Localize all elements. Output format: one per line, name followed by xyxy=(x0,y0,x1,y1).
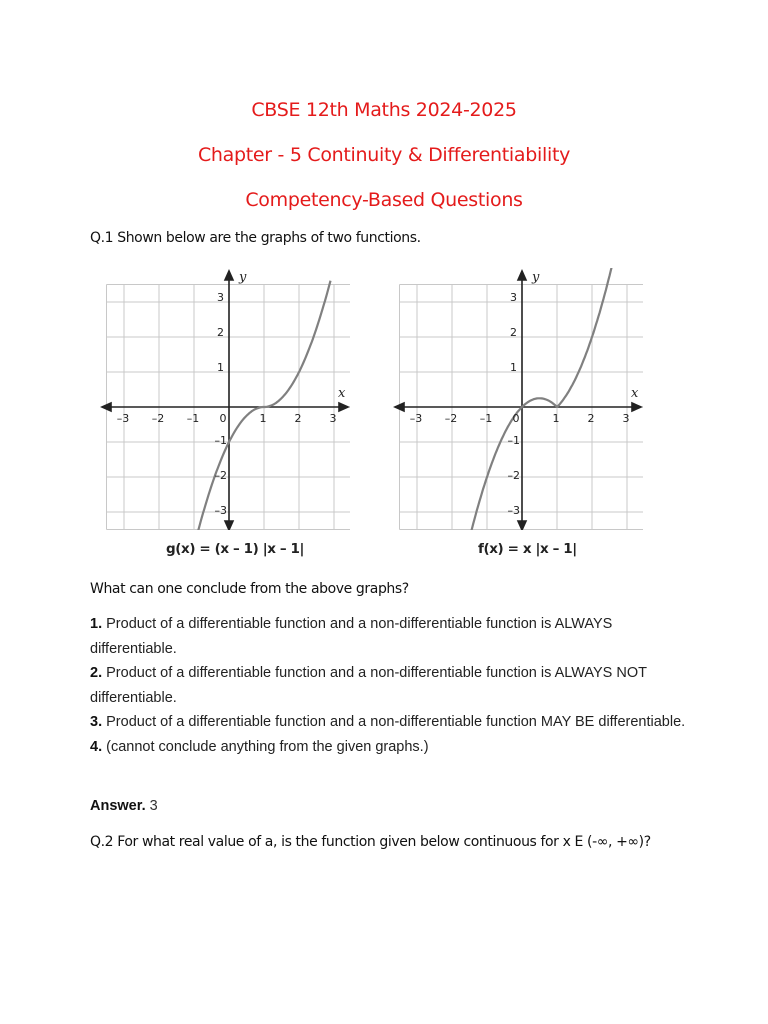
axes xyxy=(395,271,641,530)
y-tick: –2 xyxy=(214,469,227,482)
question-1-prompt: What can one conclude from the above graphs? xyxy=(90,581,409,597)
graph-f xyxy=(393,268,643,530)
y-tick: –2 xyxy=(507,469,520,482)
x-axis-label: x xyxy=(338,386,346,401)
option-3 xyxy=(90,710,690,735)
option-number: 4. xyxy=(90,738,103,755)
answer-value: 3 xyxy=(149,798,158,814)
y-tick: –3 xyxy=(507,504,520,517)
y-tick: –1 xyxy=(214,434,227,447)
option-4 xyxy=(90,735,690,760)
option-number: 2. xyxy=(90,665,103,681)
x-tick: –2 xyxy=(151,412,165,425)
y-tick: –1 xyxy=(507,434,520,447)
x-tick-labels xyxy=(410,412,630,425)
page-header xyxy=(0,92,768,227)
graph-g-caption: g(x) = (x – 1) |x – 1| xyxy=(166,541,305,557)
option-2 xyxy=(90,661,690,710)
y-tick: 2 xyxy=(217,326,224,339)
curve-f xyxy=(470,268,619,530)
question-1-text: Q.1 Shown below are the graphs of two functions. xyxy=(90,230,421,246)
y-tick: –3 xyxy=(214,504,227,517)
x-tick: –3 xyxy=(409,412,423,425)
y-tick: 2 xyxy=(510,326,517,339)
x-tick: 3 xyxy=(622,412,630,425)
y-tick: 1 xyxy=(510,361,517,374)
x-tick-labels xyxy=(117,412,337,425)
y-axis-label: y xyxy=(532,270,540,285)
y-tick-labels xyxy=(508,291,521,517)
x-tick: 1 xyxy=(552,412,560,425)
x-tick: –3 xyxy=(116,412,130,425)
answer xyxy=(90,798,158,814)
option-number: 3. xyxy=(90,714,103,730)
x-tick: 1 xyxy=(259,412,267,425)
option-1 xyxy=(90,612,690,661)
y-tick: 3 xyxy=(217,291,224,304)
question-2-text: Q.2 For what real value of a, is the function given below continuous for x E (-∞, +∞)? xyxy=(90,834,651,850)
option-text: Product of a differentiable function and a non-differentiable function is ALWAYS NOT differentiable. xyxy=(90,665,647,706)
x-tick: 2 xyxy=(587,412,595,425)
y-axis-label: y xyxy=(239,270,247,285)
x-tick: 0 xyxy=(512,412,520,425)
options-list xyxy=(90,612,690,759)
x-tick: –1 xyxy=(479,412,493,425)
y-tick: 3 xyxy=(510,291,517,304)
x-tick: –1 xyxy=(186,412,200,425)
answer-label: Answer. xyxy=(90,798,146,814)
option-text: (cannot conclude anything from the given graphs.) xyxy=(106,738,429,755)
x-axis-label: x xyxy=(631,386,639,401)
x-tick: 3 xyxy=(329,412,337,425)
graph-g xyxy=(100,268,350,530)
option-text: Product of a differentiable function and a non-differentiable function MAY BE differentiable. xyxy=(106,714,686,730)
axes xyxy=(102,271,348,530)
option-text: Product of a differentiable function and a non-differentiable function is ALWAYS differentiable. xyxy=(90,616,613,657)
graph-f-caption: f(x) = x |x – 1| xyxy=(478,541,577,557)
y-tick: 1 xyxy=(217,361,224,374)
x-tick: 2 xyxy=(294,412,302,425)
header-title: CBSE 12th Maths 2024-2025 xyxy=(251,99,517,121)
header-subtitle: Competency-Based Questions xyxy=(245,189,523,211)
x-tick: 0 xyxy=(219,412,227,425)
header-chapter: Chapter - 5 Continuity & Differentiability xyxy=(197,144,571,166)
x-tick: –2 xyxy=(444,412,458,425)
option-number: 1. xyxy=(90,616,103,632)
y-tick-labels xyxy=(215,291,228,517)
